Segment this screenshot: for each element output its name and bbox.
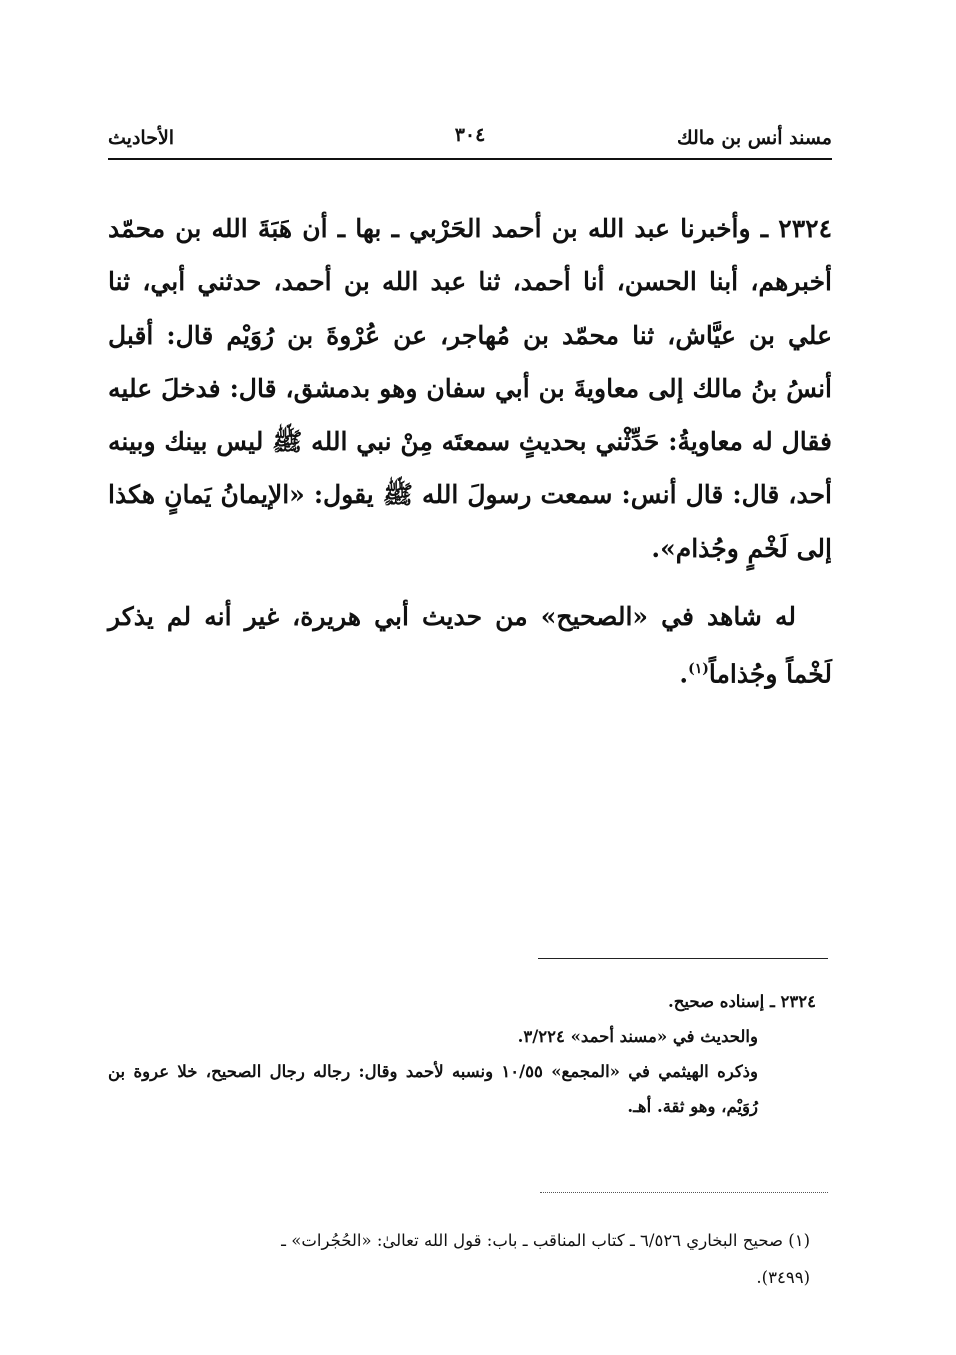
header-rule — [108, 158, 832, 160]
footnote-separator — [540, 1192, 828, 1193]
footnotes — [84, 1222, 810, 1296]
takhrij-line-3: وذكره الهيثمي في «المجمع» ١٠/٥٥ ونسبه لأحمد وقال: رجاله رجال الصحيح، خلا عروة بن رُوَيْم، وهو ثقة. أهـ. — [108, 1062, 758, 1116]
running-header — [108, 120, 832, 156]
main-text — [108, 202, 832, 701]
hadith-comment-end: . — [679, 659, 689, 689]
hadith-comment — [108, 590, 832, 701]
takhrij-notes — [108, 984, 816, 1124]
footnote-marker: (١) — [688, 661, 709, 678]
page-number: ٣٠٤ — [454, 124, 486, 146]
footnote-line-2: (٣٤٩٩). — [756, 1268, 810, 1287]
header-section-title: الأحاديث — [108, 127, 175, 149]
takhrij-line-1: ٢٣٢٤ ـ إسناده صحيح. — [668, 992, 816, 1011]
header-book-title: مسند أنس بن مالك — [677, 127, 832, 149]
takhrij-separator — [538, 958, 828, 959]
footnote-line-1: (١) صحيح البخاري ٦/٥٢٦ ـ كتاب المناقب ـ باب: قول الله تعالىٰ: «الحُجُرات» ـ — [281, 1231, 810, 1250]
takhrij-line-2: والحديث في «مسند أحمد» ٣/٢٢٤. — [517, 1027, 758, 1046]
hadith-comment-text: له شاهد في «الصحيح» من حديث أبي هريرة، غير أنه لم يذكر لَخْماً وجُذاماً — [108, 602, 832, 689]
hadith-text: ٢٣٢٤ ـ وأخبرنا عبد الله بن أحمد الحَرْبي ـ بها ـ أن هَبَةَ الله بن محمّد أخبرهم، أبنا الحسن، أنا أحمد، ثنا عبد الله بن أحمد، حدثني أبي، ثنا علي بن عيَّاش، ثنا محمّد بن مُهاجر، عن عُرْوةَ بن رُوَيْم قال: أقبل أنسُ بنُ مالك إلى معاويةَ بن أبي سفان وهو بدمشق، قال: فدخلَ عليه فقال له معاويةُ: حَدِّثْني بحديثٍ سمعتَه مِنْ نبي الله ﷺ ليس بينك وبينه أحد، قال: قال أنس: سمعت رسولَ الله ﷺ يقول: «الإيمانُ يَمانٍ هكذا إلى لَخْمٍ وجُذام». — [108, 214, 832, 563]
